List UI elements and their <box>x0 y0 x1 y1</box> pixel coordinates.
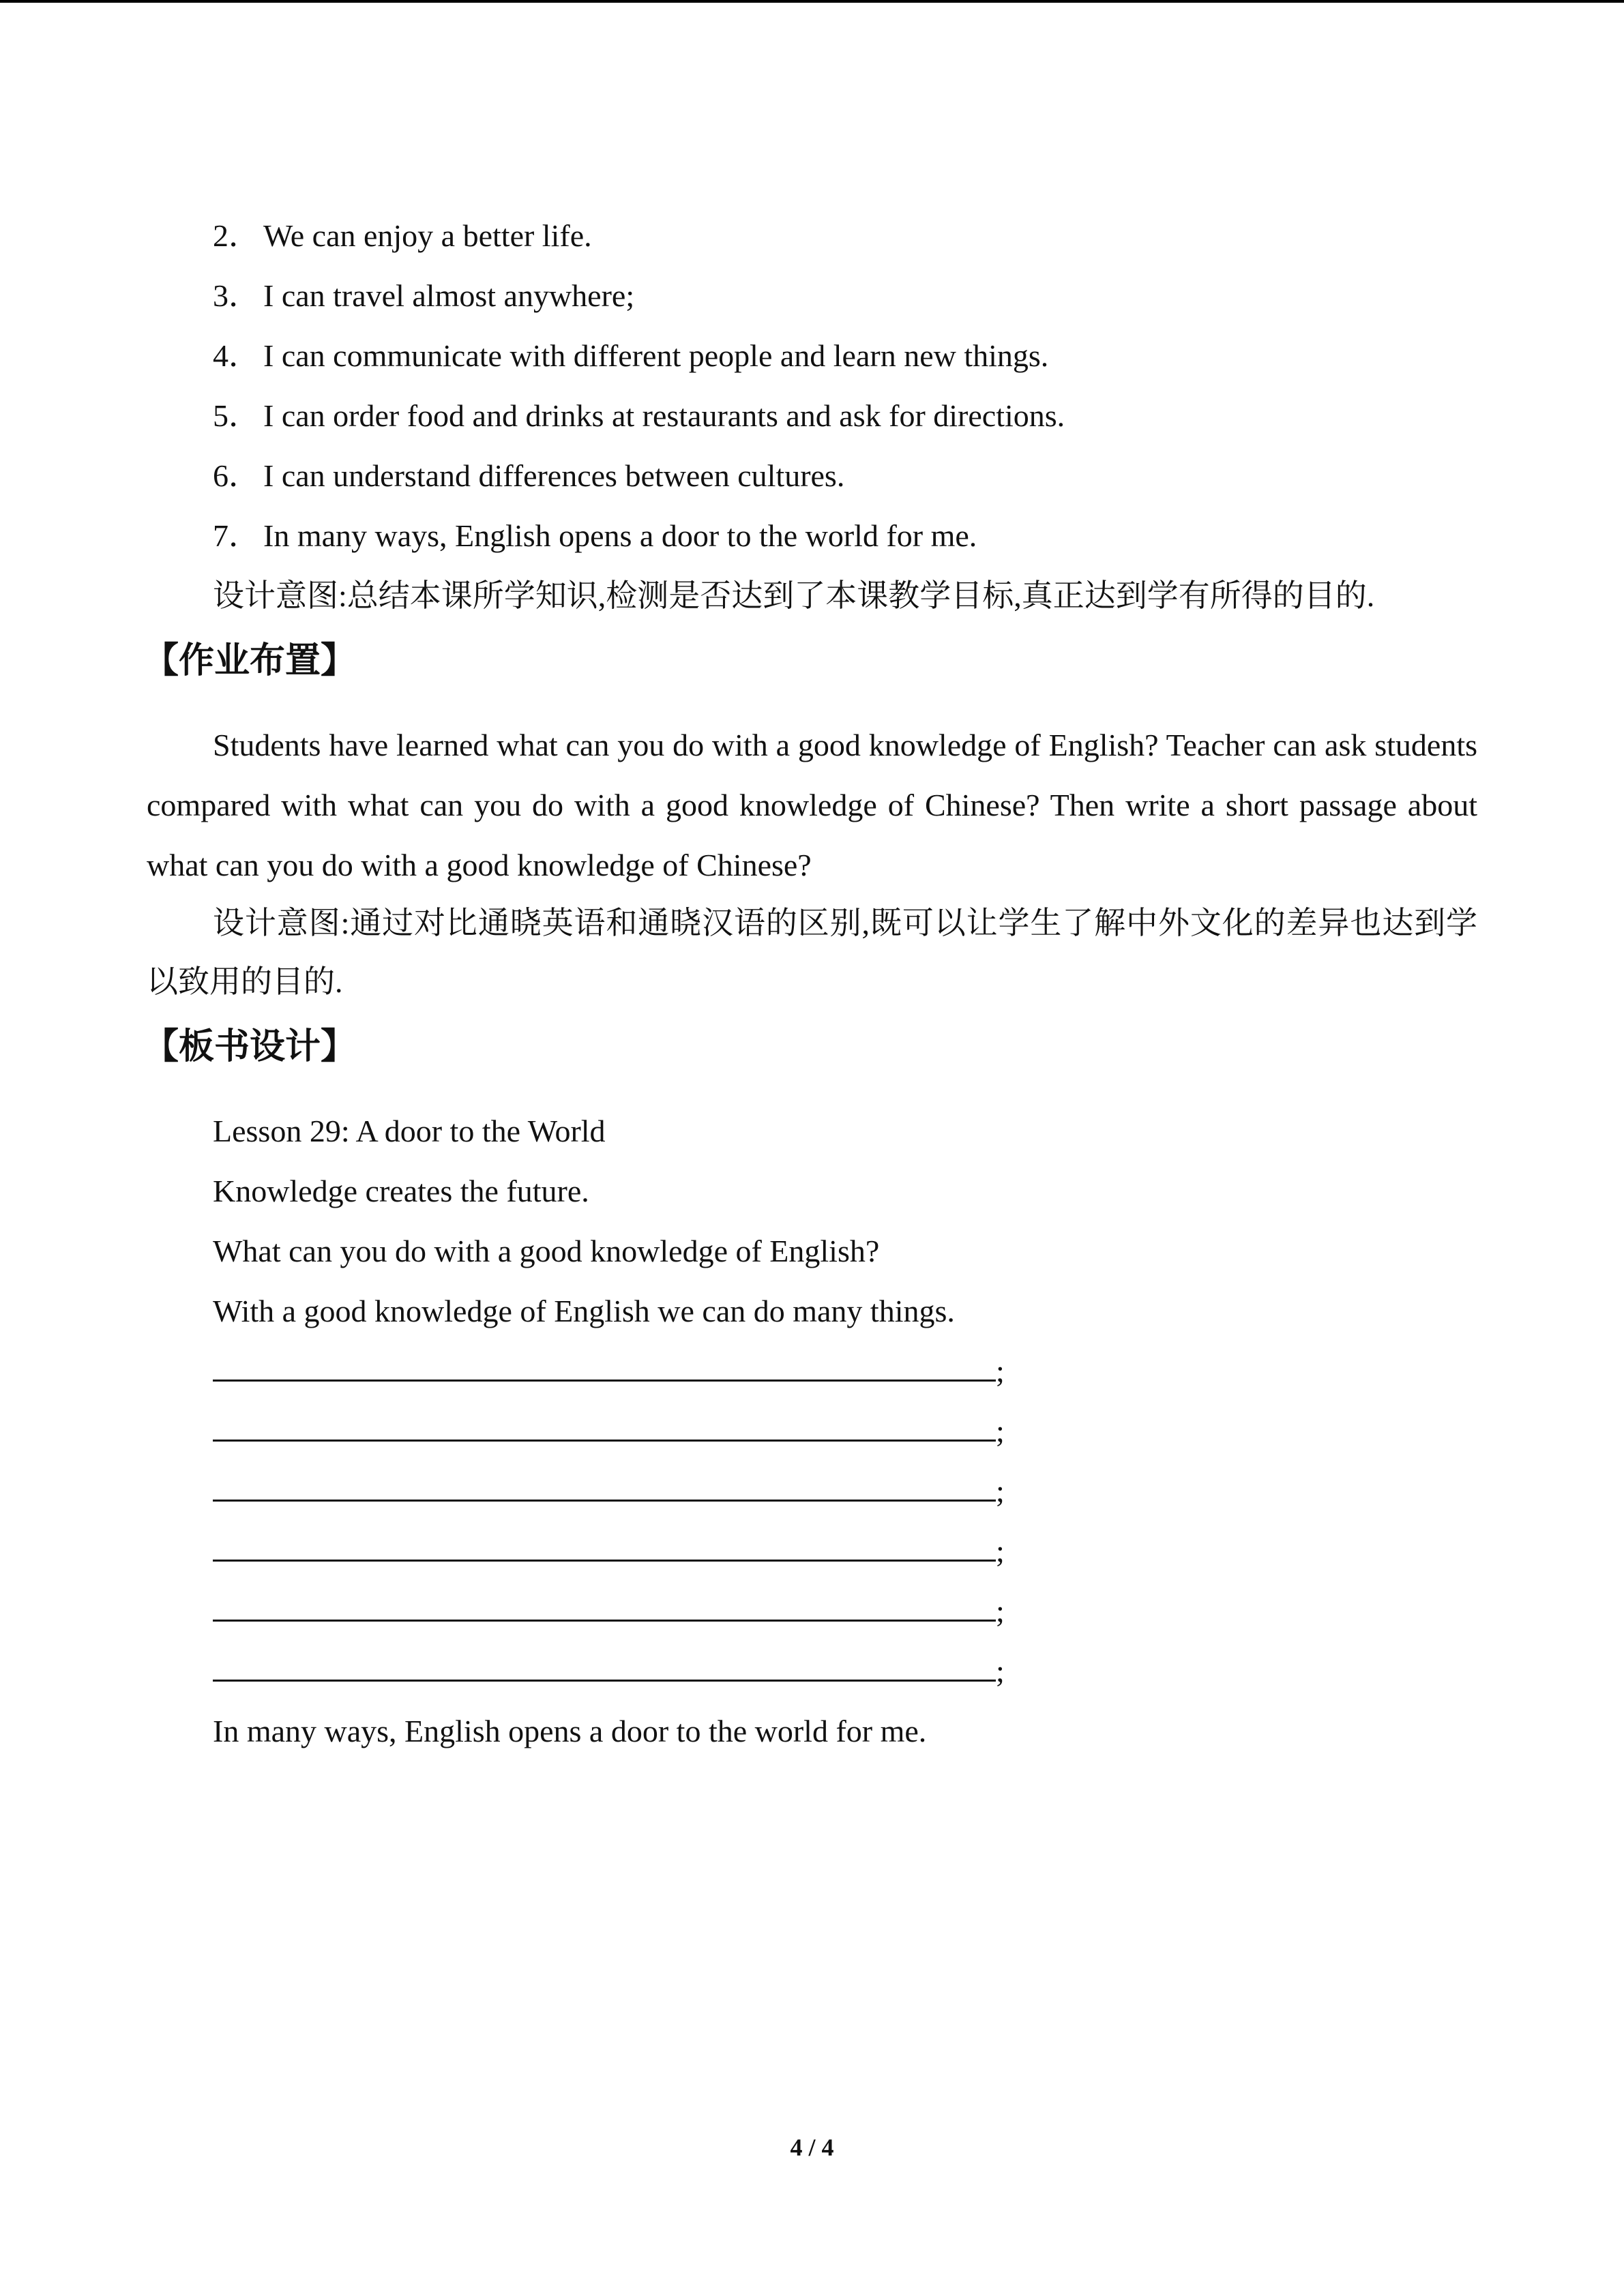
answer-blank-line: ; <box>213 1652 1005 1690</box>
homework-design-intent: 设计意图:通过对比通晓英语和通晓汉语的区别,既可以让学生了解中外文化的差异也达到学以致用的目的. <box>147 906 1477 999</box>
blank-rule <box>213 1652 996 1682</box>
blank-rule <box>213 1532 996 1562</box>
answer-blank-line: ; <box>213 1412 1005 1450</box>
board-line-closing: In many ways, English opens a door to the world for me. <box>213 1714 927 1748</box>
board-line-question: What can you do with a good knowledge of English? <box>213 1234 880 1268</box>
answer-blank-line: ; <box>213 1532 1005 1570</box>
blank-rule <box>213 1352 996 1382</box>
answer-blank-line: ; <box>213 1592 1005 1630</box>
blank-rule <box>213 1592 996 1622</box>
board-line-answer-intro: With a good knowledge of English we can do many things. <box>213 1294 955 1328</box>
list-item: 6． I can understand differences between cultures. <box>213 458 845 493</box>
answer-blank-line: ; <box>213 1472 1005 1510</box>
list-item: 7． In many ways, English opens a door to the world for me. <box>213 518 977 553</box>
list-item: 4． I can communicate with different people and learn new things. <box>213 338 1049 373</box>
list-item: 2． We can enjoy a better life. <box>213 218 592 253</box>
board-design-heading: 【板书设计】 <box>143 1026 357 1067</box>
page-number: 4 / 4 <box>790 2134 834 2161</box>
answer-blank-line: ; <box>213 1352 1005 1390</box>
list-item: 3． I can travel almost anywhere; <box>213 278 635 313</box>
list-item: 5． I can order food and drinks at restaurants and ask for directions. <box>213 398 1065 433</box>
homework-heading: 【作业布置】 <box>143 640 357 681</box>
design-intent-summary: 设计意图:总结本课所学知识,检测是否达到了本课教学目标,真正达到学有所得的目的. <box>213 578 1375 613</box>
board-line-lesson-title: Lesson 29: A door to the World <box>213 1114 606 1148</box>
blank-rule <box>213 1412 996 1442</box>
blank-rule <box>213 1472 996 1502</box>
board-line-motto: Knowledge creates the future. <box>213 1174 589 1208</box>
homework-paragraph: Students have learned what can you do with a good knowledge of English? Teacher can ask students compared with what can you do with a good knowledge of Chinese? Then write a short passage about what can you do with a good knowledge of Chinese? <box>147 728 1477 882</box>
